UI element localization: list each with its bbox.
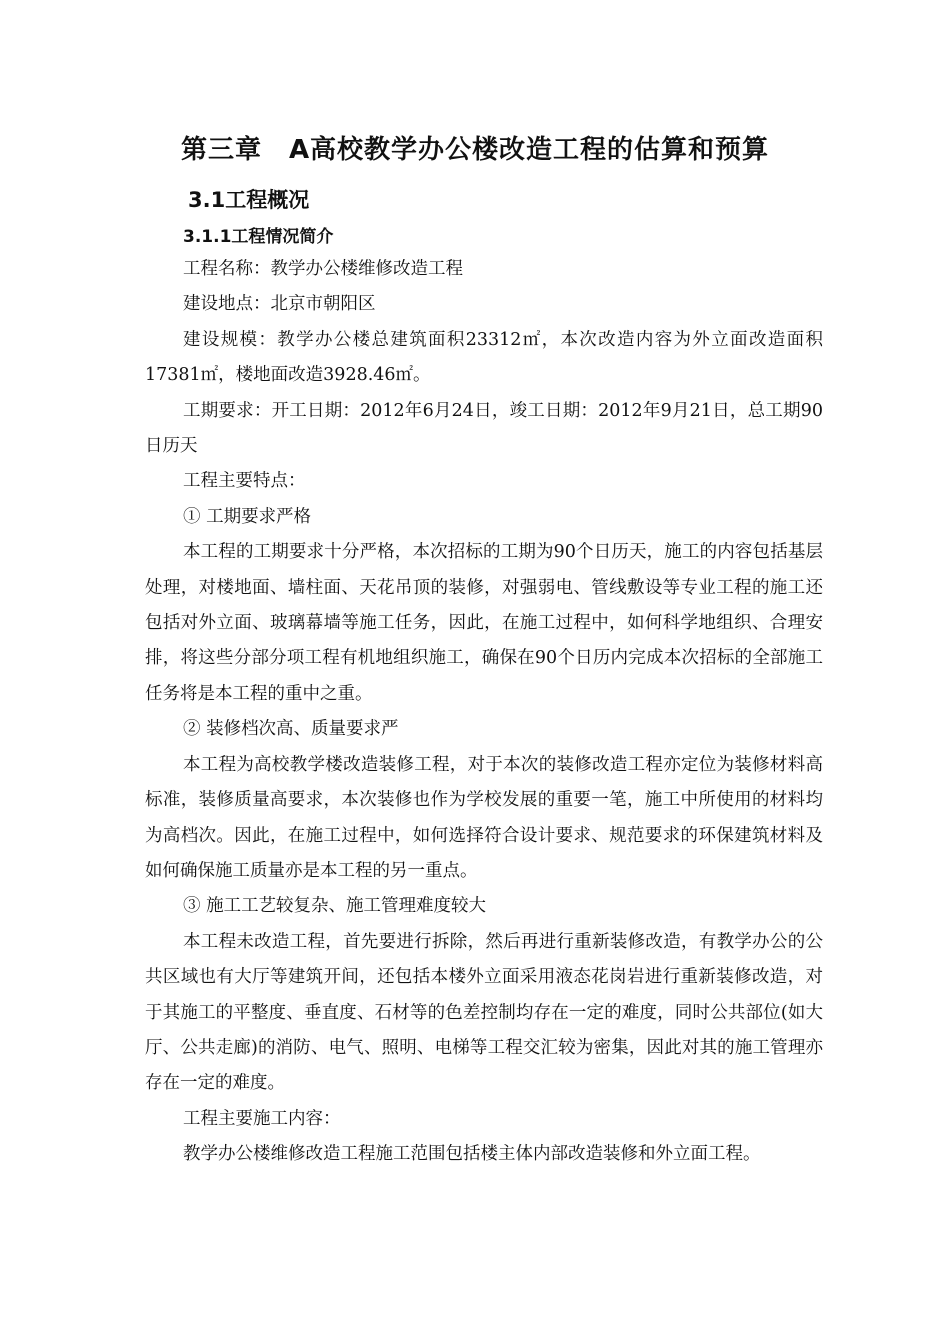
paragraph-feature-3-title: ③ 施工工艺较复杂、施工管理难度较大 bbox=[183, 896, 487, 917]
paragraph-feature-2-title: ② 装修档次高、质量要求严 bbox=[183, 719, 399, 740]
chapter-title: 第三章 A高校教学办公楼改造工程的估算和预算 bbox=[180, 135, 770, 165]
paragraph-feature-3-body: 本工程未改造工程，首先要进行拆除，然后再进行重新装修改造，有教学办公的公共区域也有大厅等建筑开间，还包括本楼外立面采用液态花岗岩进行重新装修改造，对于其施工的平整度、垂直度、石材等的色差控制均存在一定的难度，同时公共部位(如大厅、公共走廊)的消防、电气、照明、电梯等工程交汇较为密集，因此对其的施工管理亦存在一定的难度。 bbox=[145, 931, 823, 1094]
paragraph-content-body: 教学办公楼维修改造工程施工范围包括楼主体内部改造装修和外立面工程。 bbox=[183, 1144, 761, 1165]
paragraph-features-heading: 工程主要特点： bbox=[183, 471, 306, 492]
paragraph-schedule: 工期要求：开工日期：2012年6月24日，竣工日期：2012年9月21日，总工期90日历天 bbox=[145, 400, 823, 457]
paragraph-location: 建设地点：北京市朝阳区 bbox=[183, 294, 376, 315]
paragraph-feature-1-title: ① 工期要求严格 bbox=[183, 506, 312, 527]
paragraph-scale: 建设规模：教学办公楼总建筑面积23312㎡，本次改造内容为外立面改造面积17381㎡，楼地面改造3928.46㎡。 bbox=[145, 329, 823, 386]
section-title: 3.1工程概况 bbox=[188, 188, 310, 212]
paragraph-feature-1-body: 本工程的工期要求十分严格，本次招标的工期为90个日历天，施工的内容包括基层处理，对楼地面、墙柱面、天花吊顶的装修，对强弱电、管线敷设等专业工程的施工还包括对外立面、玻璃幕墙等施工任务，因此，在施工过程中，如何科学地组织、合理安排，将这些分部分项工程有机地组织施工，确保在90个日历内完成本次招标的全部施工任务将是本工程的重中之重。 bbox=[145, 542, 823, 704]
body-text bbox=[145, 252, 823, 1173]
paragraph-feature-2-body: 本工程为高校教学楼改造装修工程，对于本次的装修改造工程亦定位为装修材料高标准，装修质量高要求，本次装修也作为学校发展的重要一笔，施工中所使用的材料均为高档次。因此，在施工过程中，如何选择符合设计要求、规范要求的环保建筑材料及如何确保施工质量亦是本工程的另一重点。 bbox=[145, 754, 823, 881]
paragraph-project-name: 工程名称：教学办公楼维修改造工程 bbox=[183, 259, 463, 279]
subsection-title: 3.1.1工程情况简介 bbox=[183, 227, 334, 247]
paragraph-content-heading: 工程主要施工内容： bbox=[183, 1108, 341, 1129]
